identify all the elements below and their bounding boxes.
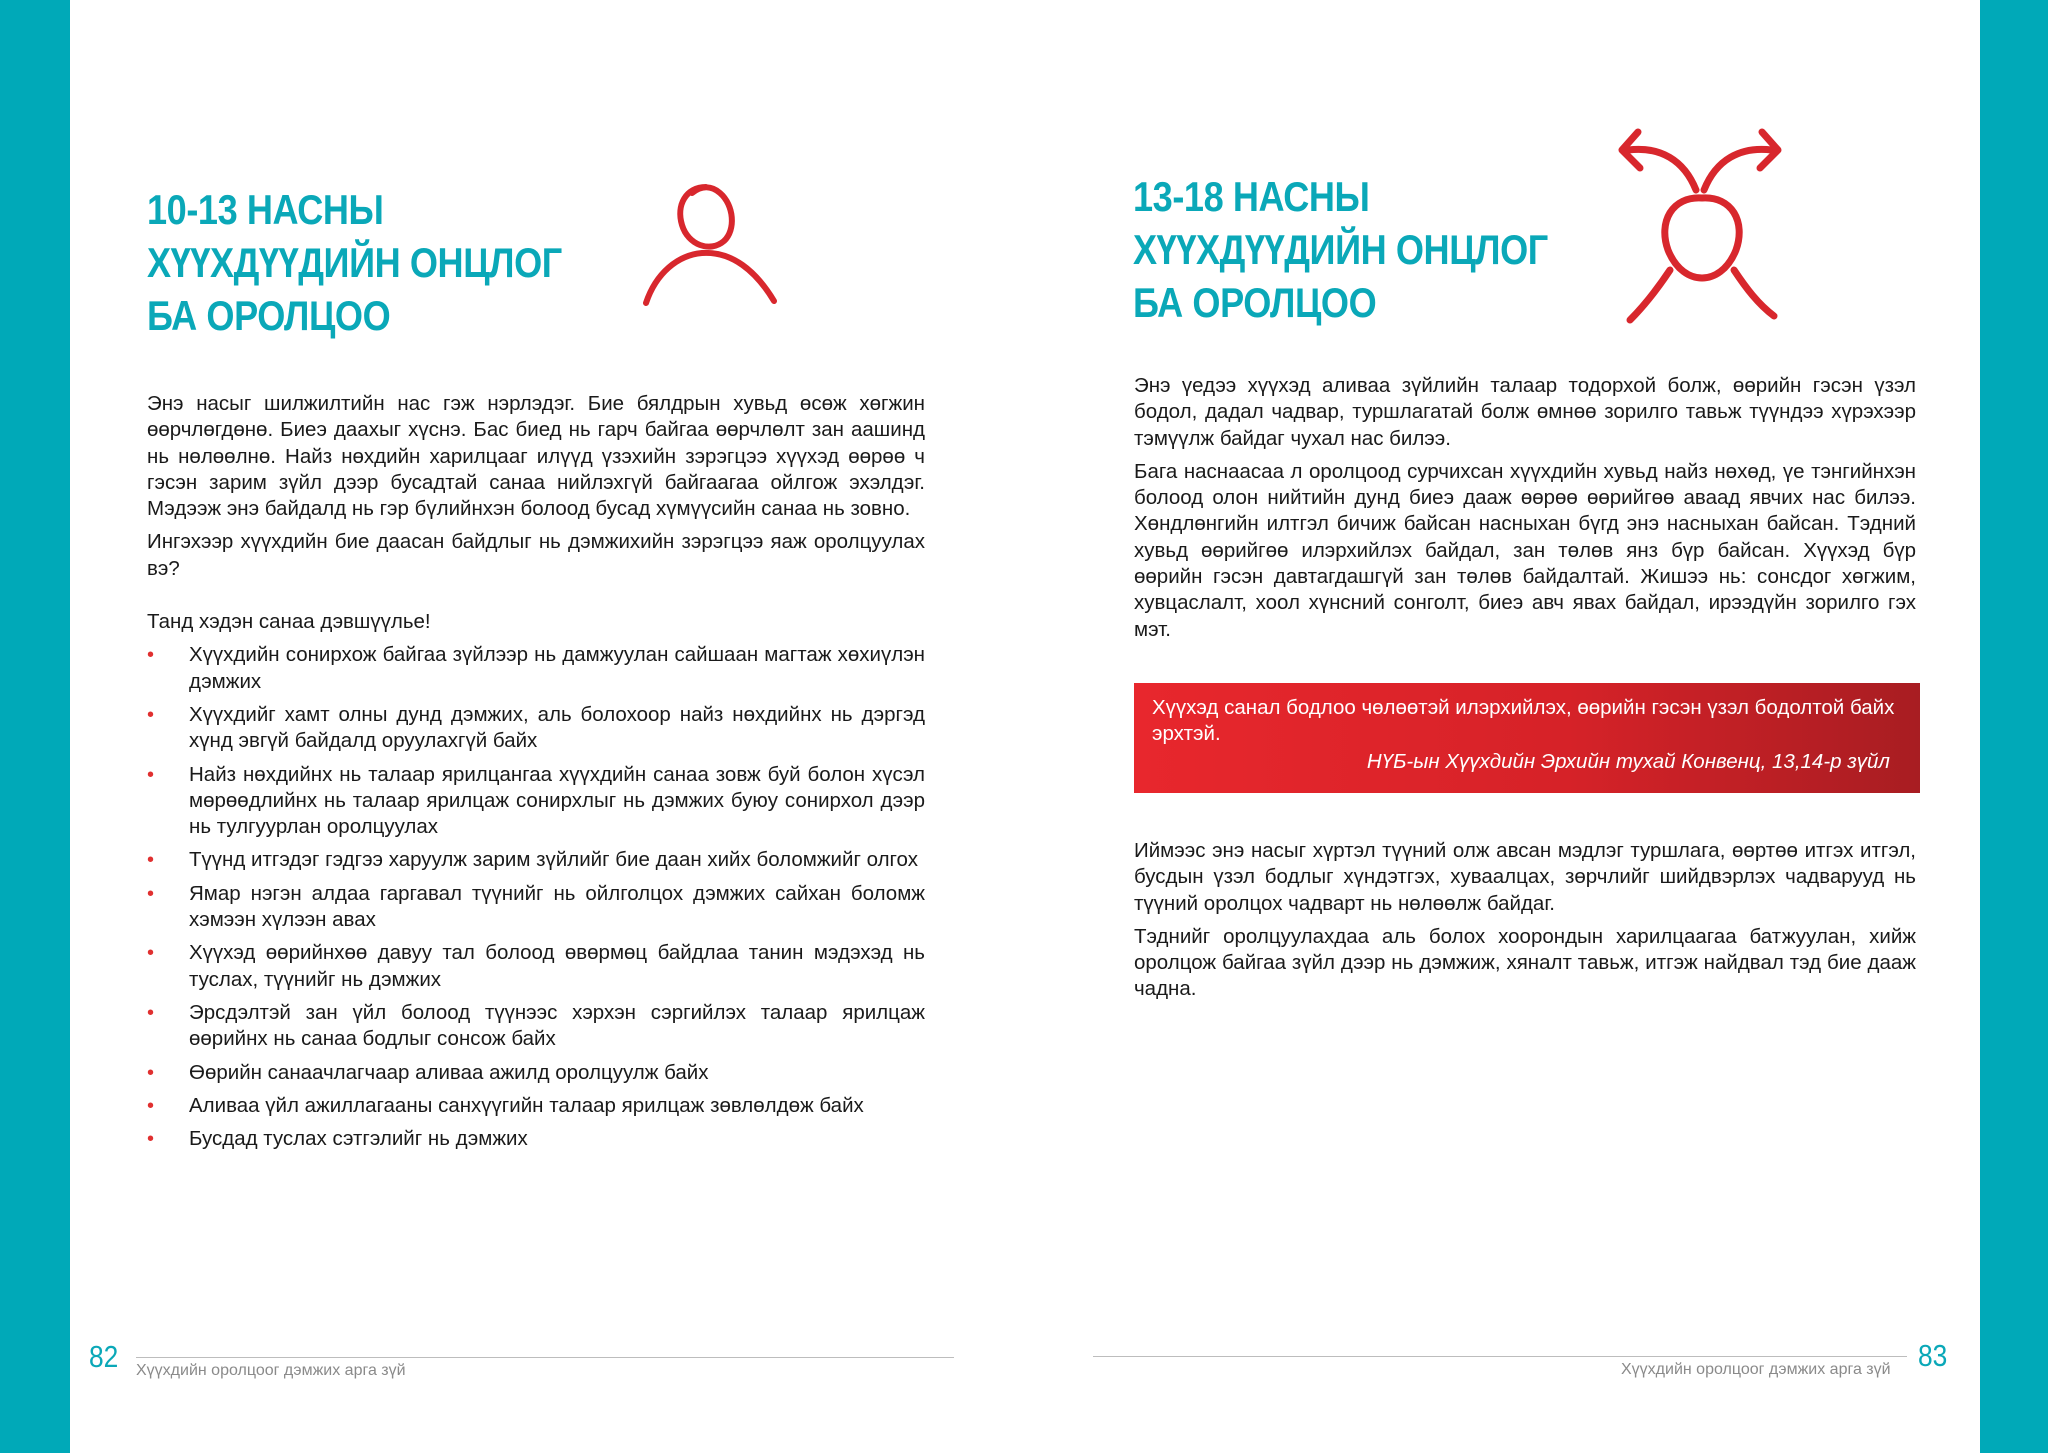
quote-source: НҮБ-ын Хүүхдийн Эрхийн тухай Конвенц, 13,14-р зүйл bbox=[1366, 750, 1890, 773]
right-paragraph-1: Энэ үедээ хүүхэд аливаа зүйлийн талаар тодорхой болж, өөрийн гэсэн үзэл бодол, дадал чадвар, туршлагатай болж өмнөө зорилго тавьж түүндээ хүрэхээр тэмүүлж байдаг чухал нас билээ. bbox=[1134, 374, 1916, 450]
bullet-dot-icon: • bbox=[147, 703, 155, 726]
bullet-dot-icon: • bbox=[147, 942, 155, 965]
left-body bbox=[147, 391, 925, 1159]
right-body-top bbox=[1134, 373, 1916, 650]
bullet-dot-icon: • bbox=[147, 1094, 155, 1117]
right-title-line-2: ХҮҮХДҮҮДИЙН ОНЦЛОГ bbox=[1133, 226, 1548, 273]
list-item: • Түүнд итгэдэг гэдгээ харуулж зарим зүйлийг бие даан хийх боломжийг олгох bbox=[147, 847, 925, 873]
list-item: • Хүүхдийг хамт олны дунд дэмжих, аль болохоор найз нөхдийнх нь дэргэд хүнд эвгүй байдалд оруулахгүй байх bbox=[147, 702, 925, 753]
right-body-bottom bbox=[1134, 838, 1916, 1010]
list-item: • Эрсдэлтэй зан үйл болоод түүнээс хэрхэн сэргийлэх талаар ярилцаж өөрийнх нь санаа бодлыг сонсож байх bbox=[147, 1000, 925, 1051]
list-item: • Хүүхдийн сонирхож байгаа зүйлээр нь дамжуулан сайшаан магтаж хөхиүлэн дэмжих bbox=[147, 643, 925, 693]
bullet-dot-icon: • bbox=[147, 849, 155, 872]
left-footer-rule bbox=[136, 1357, 954, 1358]
left-footer-text: Хүүхдийн оролцоог дэмжих арга зүй bbox=[136, 1362, 406, 1379]
list-item: • Ямар нэгэн алдаа гаргавал түүнийг нь ойлголцох дэмжих сайхан боломж хэмээн хүлээн авах bbox=[147, 881, 925, 932]
quote-text: Хүүхэд санал бодлоо чөлөөтэй илэрхийлэх, өөрийн гэсэн үзэл бодолтой байх эрхтэй. bbox=[1152, 696, 1895, 745]
list-item: • Найз нөхдийнх нь талаар ярилцангаа хүүхдийн санаа зовж буй болон хүсэл мөрөөдлийнх нь талаар ярилцаж сонирхлыг нь дэмжих буюу сонирхол дээр нь тулгуурлан оролцуулах bbox=[147, 762, 925, 839]
left-paragraph-1: Энэ насыг шилжилтийн нас гэж нэрлэдэг. Бие бялдрын хувьд өсөж хөгжин өөрчлөгдөнө. Биеэ даахыг хүснэ. Бас биед нь гарч байгаа өөрчлөлт зан аашинд нь нөлөөлнө. Найз нөхдийн харилцааг илүүд үзэхийн зэрэгцээ хүүхэд өөрөө ч гэсэн зарим зүйл дээр бусадтай санаа нийлэхгүй байгаагаа ойлгож эхэлдэг. Мэдээж энэ байдалд нь гэр бүлийнхэн болоод бусад хүмүүсийн санаа нь зовно. bbox=[147, 392, 925, 521]
left-page-title bbox=[147, 183, 562, 342]
right-page-title bbox=[1133, 170, 1548, 329]
left-page-number: 82 bbox=[89, 1339, 119, 1374]
bullet-dot-icon: • bbox=[147, 1128, 155, 1151]
left-paragraph-2: Ингэхээр хүүхдийн бие даасан байдлыг нь дэмжихийн зэрэгцээ яаж оролцуулах вэ? bbox=[147, 530, 925, 580]
right-title-line-1: 13-18 НАСНЫ bbox=[1133, 173, 1370, 220]
head-arrows-icon bbox=[1610, 110, 1790, 325]
list-item: • Бусдад туслах сэтгэлийг нь дэмжих bbox=[147, 1126, 925, 1152]
left-side-band bbox=[0, 0, 70, 1453]
right-footer-text: Хүүхдийн оролцоог дэмжих арга зүй bbox=[1621, 1361, 1891, 1378]
left-title-line-2: ХҮҮХДҮҮДИЙН ОНЦЛОГ bbox=[147, 239, 562, 286]
left-title-line-1: 10-13 НАСНЫ bbox=[147, 186, 384, 233]
bullet-dot-icon: • bbox=[147, 1061, 155, 1084]
right-footer-rule bbox=[1093, 1356, 1907, 1357]
ideas-list bbox=[147, 642, 925, 1152]
bullet-dot-icon: • bbox=[147, 644, 155, 667]
list-item: • Хүүхэд өөрийнхөө давуу тал болоод өвөрмөц байдлаа танин мэдэхэд нь туслах, түүнийг нь дэмжих bbox=[147, 941, 925, 991]
right-side-band bbox=[1980, 0, 2048, 1453]
list-item: • Аливаа үйл ажиллагааны санхүүгийн талаар ярилцаж зөвлөлдөж байх bbox=[147, 1093, 925, 1119]
right-paragraph-3: Иймээс энэ насыг хүртэл түүний олж авсан мэдлэг туршлага, өөртөө итгэх итгэл, бусдын үзэл бодлыг хүндэтгэх, хуваалцах, зөрчлийг шийдвэрлэх чадварууд нь түүний оролцох чадварт нь нөлөөлж байдаг. bbox=[1134, 839, 1916, 915]
bullet-dot-icon: • bbox=[147, 882, 155, 905]
right-page-number: 83 bbox=[1918, 1338, 1948, 1373]
bullet-dot-icon: • bbox=[147, 1001, 155, 1024]
right-paragraph-2: Бага наснаасаа л оролцоод сурчихсан хүүхдийн хувьд найз нөхөд, үе тэнгийнхэн болоод олон нийтийн дунд биеэ дааж өөрөө өөрийгөө аваад явчих нас билээ. Хөндлөнгийн илтгэл бичиж байсан насныхан бүгд энэ насныхан байсан. Тэдний хувьд өөрийгөө илэрхийлэх байдал, зан төлөв янз бүр байсан. Хүүхэд бүр өөрийн гэсэн давтагдашгүй зан төлөв байдалтай. Жишээ нь: сонсдог хөгжим, хувцаслалт, хоол хүнсний сонголт, биеэ авч явах байдал, ирээдүйн зорилго гэх мэт. bbox=[1134, 459, 1916, 641]
left-title-line-3: БА ОРОЛЦОО bbox=[147, 292, 391, 339]
ideas-heading: Танд хэдэн санаа дэвшүүлье! bbox=[147, 610, 431, 634]
right-paragraph-4: Тэднийг оролцуулахдаа аль болох хоорондын харилцаагаа батжуулан, хийж оролцож байгаа зүйл дээр нь дэмжиж, хяналт тавьж, итгэж найдвал тэд бие дааж чадна. bbox=[1134, 924, 1916, 1001]
list-item: • Өөрийн санаачлагчаар аливаа ажилд оролцуулж байх bbox=[147, 1060, 925, 1086]
person-icon bbox=[640, 175, 780, 315]
rights-quote-box bbox=[1134, 683, 1920, 793]
right-title-line-3: БА ОРОЛЦОО bbox=[1133, 279, 1377, 326]
bullet-dot-icon: • bbox=[147, 763, 155, 786]
